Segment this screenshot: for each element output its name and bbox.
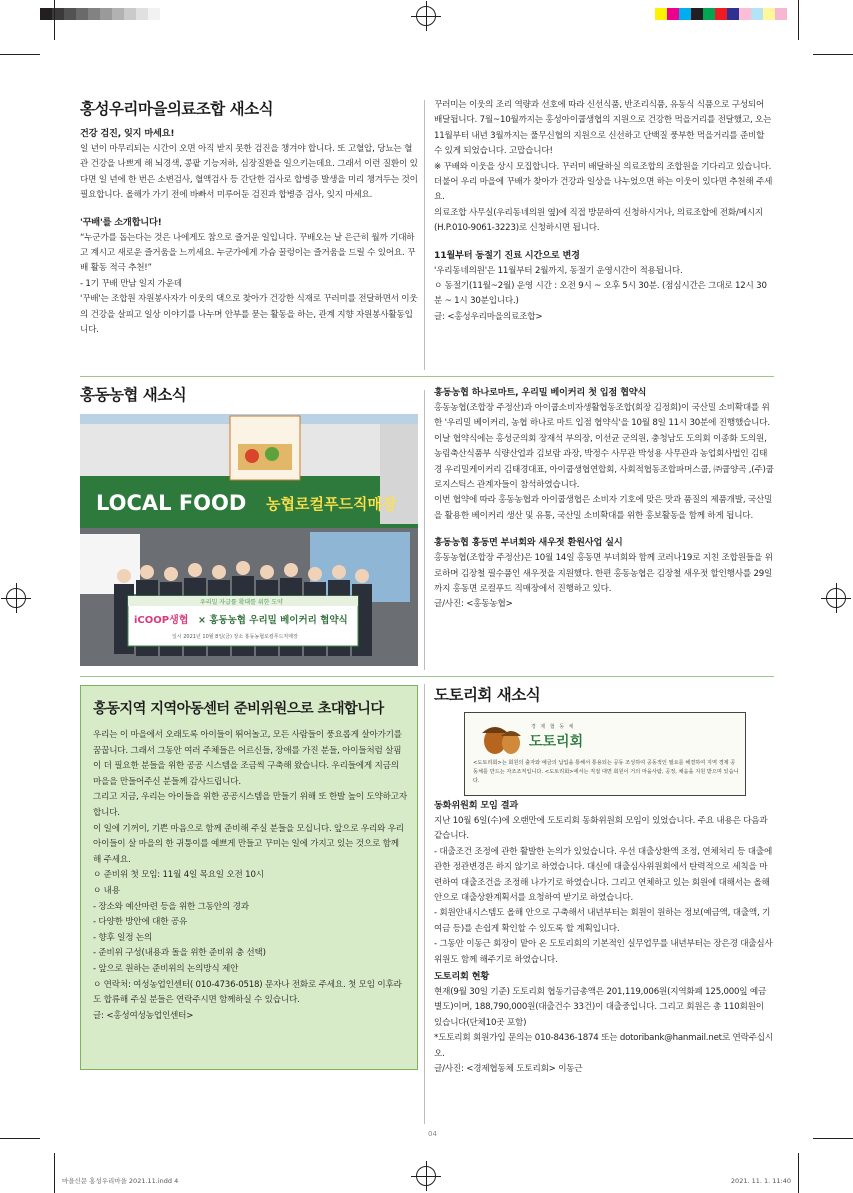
dotori-contact-text: *도토리회 회원가입 문의는 010-8436-1874 또는 dotoribank@hanmail.net로 연락주십시오. (434, 1033, 773, 1059)
slug-file-name: 마을신문 홍성우리마을 2021.11.indd 4 (62, 1177, 179, 1185)
color-swatch (40, 8, 52, 20)
color-swatch (64, 8, 76, 20)
page-number: 04 (428, 1130, 437, 1138)
coop-kkumae-text: '꾸배'는 조합원 자원봉사자가 이웃의 댁으로 찾아가 건강한 식재로 꾸러미를 전달하면서 이웃의 건강을 살피고 일상 이야기를 나누며 안부를 묻는 활동을 하는, 관계 지향 자원봉사활동입니다. (80, 294, 418, 336)
color-swatch (76, 8, 88, 20)
center-text-1: 우리는 이 마을에서 오래도록 아이들이 뛰어놀고, 모든 사람들이 풍요롭게 살아가기를 꿈꿉니다. 그래서 그동안 여러 주체들은 어르신들, 장애를 가진 분들, 아이들처럼 살핌이 더 필요한 분들을 위한 공공 시스템을 조금씩 구축해 왔습니다. 우리들에게 지금의 마을을 만들어주신 분들께 감사드립니다. (93, 730, 402, 787)
coop-left-column (80, 98, 420, 338)
crop-mark (813, 1138, 853, 1139)
center-title: 홍동지역 지역아동센터 준비위원으로 초대합니다 (93, 701, 384, 717)
nh-title: 홍동농협 새소식 (80, 386, 187, 404)
coop-checkup-text: 일 년이 마무리되는 시간이 오면 아직 받지 못한 검진을 챙겨야 합니다. 또 고혈압, 당뇨는 혈관 건강을 나쁘게 해 뇌경색, 콩팥 기능저하, 심장질환을 일으키는데요. 그래서 이런 질환이 있다면 일 년에 한 번은 소변검사, 혈액검사 등 간단한 검사로 합병증 발생을 미리 챙겨두는 것이 필요합니다. 올해가 가기 전에 바빠서 미루어둔 검진과 합병증 검사, 잊지 마세요. (80, 144, 418, 201)
coop-winter-hours: ㅇ 동절기(11월~2월) 운영 시간 : 오전 9시 ~ 오후 5시 30분. (점심시간은 그대로 12시 30분 ~ 1시 30분입니다.) (434, 281, 767, 307)
nh-mart-text-1: 홍동농협(조합장 주정산)과 아이쿱소비자생활협동조합(회장 김정회)이 국산밀 소비확대를 위한 '우리밀 베이커리, 농협 하나로 마트 입점 협약식'을 10월 8일 11시 30분에 진행했습니다. (434, 403, 770, 429)
color-swatch (148, 8, 160, 20)
section-divider (80, 376, 774, 377)
color-swatch (136, 8, 148, 20)
dotori-credit: 글/사진: <경제협동체 도토리회> 이동근 (434, 1064, 583, 1075)
registration-mark-icon (416, 1166, 436, 1186)
coop-kkumae-heading: '꾸배'를 소개합니다! (80, 216, 162, 228)
dotori-meeting-text-2: - 대출조건 조정에 관한 활발한 논의가 있었습니다. 우선 대출상환액 조정, 연체처리 등 대출에 관한 정관변경은 하지 않기로 하였습니다. 대신에 대출심사위원회에서 탄력적으로 세칙을 마련하여 대출조건을 조정해 나가기로 하였습니다. 그리고 연체하고 있는 회원에 대해서는 올해 안으로 대출상환계획서를 요청하여 받기로 하였습니다. (434, 846, 773, 904)
banner-top-text: 우리밀 자급률 확대를 위한 도약 (200, 599, 283, 606)
center-body (93, 728, 407, 1024)
nh-mart-heading: 홍동농협 하나로마트, 우리밀 베이커리 첫 입점 협약식 (434, 387, 647, 398)
storefront-illustration (80, 414, 418, 666)
color-swatch (691, 8, 703, 20)
center-item: - 준비위 구성(내용과 돌을 위한 준비위 충 선택) (93, 948, 266, 959)
center-contact: ㅇ 연락처: 여성농업인센터( 010-4736-0518) 문자나 전화로 주세요. 첫 모임 이후라도 합류해 주실 분들은 연락주시면 함께하실 수 있습니다. (93, 979, 402, 1006)
dotori-meeting-text-3: - 회원안내시스템도 올해 안으로 구축해서 내년부터는 회원이 원하는 정보(예금액, 대출액, 기여금 등)를 손쉽게 확인할 수 있도록 할 계획입니다. (434, 908, 771, 934)
color-swatch (88, 8, 100, 20)
crop-mark (813, 54, 853, 55)
coop-winter-heading: 11월부터 동절기 진료 시간으로 변경 (434, 249, 580, 261)
center-text-2: 그리고 지금, 우리는 아이들을 위한 공공시스템을 만들기 위해 또 한발 높이 도약하고자 합니다. (93, 792, 407, 818)
color-swatch (667, 8, 679, 20)
crop-mark (0, 54, 40, 55)
dotori-meeting-text-4: - 그동안 이동근 회장이 맡아 온 도토리회의 기본적인 실무업무를 내년부터는 장은경 대출심사위원도 함께 해주기로 하였습니다. (434, 939, 773, 965)
crop-mark (798, 0, 799, 40)
center-item: - 향후 일정 논의 (93, 932, 153, 943)
dotori-meeting-heading: 동화위원회 모임 결과 (434, 800, 519, 811)
color-swatch (655, 8, 667, 20)
color-swatch (715, 8, 727, 20)
nh-shrimp-heading: 홍동농협 홍동면 부녀회와 새우젓 환원사업 실시 (434, 537, 623, 549)
child-center-box (80, 685, 418, 1070)
coop-kkumae-source: - 1기 꾸배 만남 일지 가운데 (80, 278, 182, 289)
dotori-status-text: 현재(9월 30일 기준) 도토리회 협동기금총액은 201,119,006원(지역화폐 125,000잎 예금별도)이며, 188,790,000원(대출건수 33건)이 대출중입니다. 그리고 회원은 총 110회원이 있습니다(단체10곳 포함) (434, 987, 767, 1028)
dotori-status-heading: 도토리회 현황 (434, 971, 490, 983)
banner-main-text: × 홍동농협 우리밀 베이커리 협약식 (198, 615, 348, 626)
color-swatch (679, 8, 691, 20)
color-swatch (763, 8, 775, 20)
crop-mark (54, 1153, 55, 1193)
center-item: ㅇ 내용 (93, 885, 120, 896)
color-swatch (112, 8, 124, 20)
slug-timestamp: 2021. 11. 1. 11:40 (730, 1177, 791, 1185)
ad-tagline: 경 제 협 동 체 (531, 724, 576, 730)
icoop-logo-text: iCOOP생협 (134, 615, 189, 626)
ad-logo-text: 도토리회 (529, 734, 584, 750)
column-divider (424, 100, 425, 370)
local-food-korean-sign: 농협로컬푸드직매장 (266, 495, 397, 513)
registration-mark-icon (416, 6, 436, 26)
dotori-title: 도토리회 새소식 (434, 686, 541, 704)
crop-mark (798, 1153, 799, 1193)
nh-right-column (434, 385, 774, 613)
column-divider (424, 684, 425, 1124)
dotori-meeting-text-1: 지난 10월 6일(수)에 오랜만에 도토리회 동화위원회 모임이 있었습니다. 주요 내용은 다음과 같습니다. (434, 816, 768, 842)
ad-description: <도토리회>는 회원의 출자와 예금의 납입을 통해서 통용되는 공동 조성하여 공동적인 필요를 해결하여 지역 경제 공동체를 만드는 자조조직입니다. <도토리회>에서는 직접 대면 회원이 거의 마을사람, 공정, 채움을 지원 받으며 있습니다. (473, 760, 739, 784)
registration-mark-icon (826, 588, 846, 608)
center-item: - 앞으로 원하는 준비위의 논의방식 제안 (93, 963, 239, 974)
dotori-column (434, 798, 774, 1078)
coop-package-text: 꾸러미는 이웃의 조리 역량과 선호에 따라 신선식품, 반조리식품, 유동식 식품으로 구성되어 배달됩니다. 7월~10월까지는 홍성아이쿱생협의 지원으로 건강한 먹을거리를 전달했고, 오는 11월부터 내년 3월까지는 풀무신협의 지원으로 신선하고 단백질 풍부한 먹을거리를 준비할 수 있게 되었습니다. 고맙습니다! (434, 100, 772, 157)
crop-mark (54, 0, 55, 40)
nh-mart-text-3: 이번 협약에 따라 홍동농협과 아이쿱생협은 소비자 기호에 맞은 맛과 품질의 제품개발, 국산밀을 활용한 베이커리 생산 및 유통, 국산밀 소비확대를 위한 홍보활동을 함께 하게 됩니다. (434, 495, 773, 521)
nh-credit: 글/사진: <홍동농협> (434, 599, 513, 610)
grayscale-color-bar (40, 8, 160, 20)
coop-title: 홍성우리마을의료조합 새소식 (80, 100, 274, 118)
color-swatch (124, 8, 136, 20)
nh-shrimp-text: 홍동농협(조합장 주정산)은 10월 14일 홍동면 부녀회와 함께 코러나19로 지친 조합원들을 위로하며 김장철 필수품인 새우젓을 지원했다. 한편 홍동농협은 김장철 새우젓 할인행사를 29일까지 홍동면 로컬푸드 직매장에서 진행하고 있다. (434, 553, 773, 595)
color-swatch (100, 8, 112, 20)
nh-mart-text-2: 이날 협약식에는 홍성군의회 장재석 부의장, 이선균 군의원, 충청남도 도의회 이종화 도의원, 농림축산식품부 식량산업과 김보람 과장, 박정수 사무관 박성용 사무관과 농업회사법인 김태경 우리밀케이커리 김태경대표, 아이쿱생협연합회, 사회적협동조합파머스쿱, ㈜쿱양곡 ,(주)쿱로지스틱스 관계자들이 참석하였습니다. (434, 433, 774, 491)
column-divider (424, 390, 425, 670)
agreement-ceremony-photo (80, 414, 418, 666)
center-item: - 장소와 예산마련 등을 위한 그동안의 경과 (93, 901, 249, 912)
dotori-ad (464, 712, 746, 796)
coop-apply-text: 의료조합 사무실(우리동네의원 옆)에 직접 방문하여 신청하시거나, 의료조합에 전화/메시지(H.P.010-9061-3223)로 신청하시면 됩니다. (434, 207, 764, 234)
color-swatch (703, 8, 715, 20)
center-item: ㅇ 준비위 첫 모임: 11월 4일 목요일 오전 10시 (93, 870, 264, 881)
coop-winter-text: '우리동네의원'은 11월부터 2월까지, 동절기 운영시간이 적용됩니다. (434, 265, 683, 276)
registration-mark-icon (6, 588, 26, 608)
coop-right-column (434, 98, 774, 325)
coop-kkumae-quote: “누군가를 돕는다는 것은 나에게도 참으로 즐거운 일입니다. 꾸배오는 날 은근히 월까 기대하고 계시고 새로운 즐거움을 느끼세요. 누군가에게 가슴 꿀렁이는 즐거움을 드릴 수 있어요. 꾸배 활동 적극 추천!” (80, 232, 416, 274)
coop-recruit-text: ※ 꾸배와 이웃을 상시 모집합니다. 꾸러미 배달하실 의료조합의 조합원을 기다리고 있습니다. 더불어 우리 마을에 꾸배가 찾아가 건강과 일상을 나누었으면 하는 이웃이 있다면 추천해 주세요. (434, 161, 773, 203)
color-swatch (775, 8, 787, 20)
coop-credit: 글: <홍성우리마을의료조합> (434, 311, 543, 322)
color-swatch (739, 8, 751, 20)
color-swatch (727, 8, 739, 20)
section-divider (80, 676, 774, 677)
center-credit: 글: <홍성여성농업인센터> (93, 1010, 194, 1021)
coop-checkup-heading: 건강 검진, 잊지 마세요! (80, 128, 175, 139)
process-color-bar (655, 8, 787, 20)
acorn-logo-icon (475, 719, 527, 757)
color-swatch (751, 8, 763, 20)
crop-mark (0, 1138, 40, 1139)
center-text-3: 이 일에 기꺼이, 기쁜 마음으로 함께 준비해 주실 분들을 모십니다. 앞으로 우리와 우리 아이들이 살 마을의 한 귀퉁이를 예쁘게 만들고 꾸미는 일에 가지고 있는 것으로 함께 해 주세요. (93, 823, 404, 865)
local-food-sign: LOCAL FOOD (96, 491, 247, 515)
banner-sub-text: 일시 2021년 10월 8일(금) 장소 홍동농협로컬푸드직매장 (172, 634, 298, 640)
center-item: - 다양한 방안에 대한 공유 (93, 917, 188, 928)
